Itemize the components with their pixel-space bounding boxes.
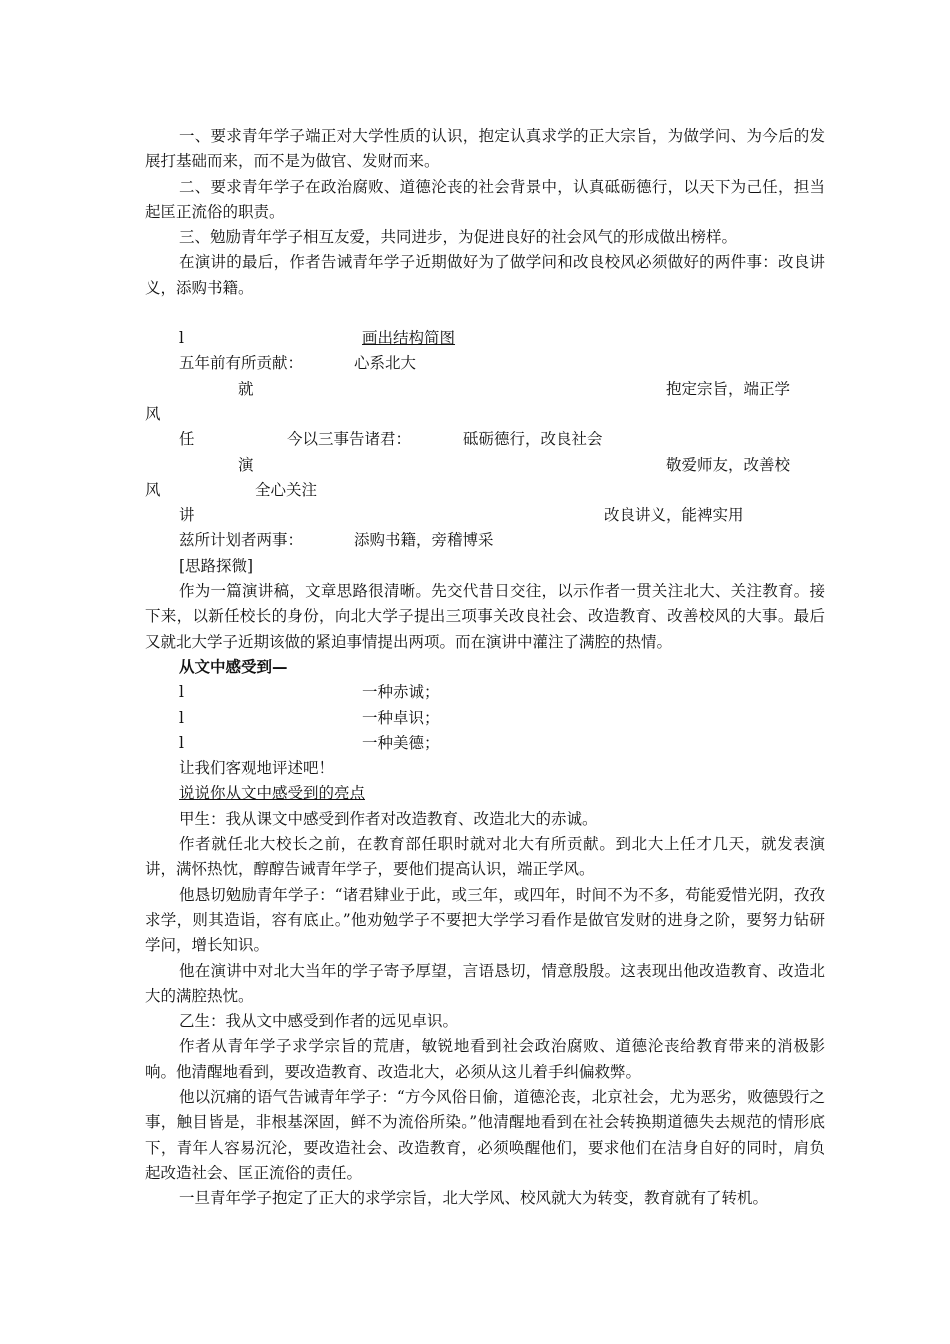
item-3b: 风 [145,480,161,499]
feeling-item-1: 一种赤诚； [362,683,440,702]
label-two: 兹所计划者两事： [179,531,304,550]
vertical-char-2: 任 [179,430,195,449]
intro-paragraph-3: 三、勉励青年学子相互友爱，共同进步，为促进良好的社会风气的形成做出榜样。 [179,228,738,247]
attention-label: 全心关注 [255,480,318,499]
body-paragraph-5: 乙生：我从文中感受到作者的远见卓识。 [179,1012,459,1031]
evaluate-subheading: 说说你从文中感受到的亮点 [179,784,366,803]
body-paragraph-3: 他恳切勉励青年学子：“诸君肄业于此，或三年，或四年，时间不为不多，苟能爱惜光阴，孜孜求学，则其造诣，容有底止。”他劝勉学子不要把大学学习看作是做官发财的进身之阶，要努力钻研学问，增长知识。 [145,885,825,955]
item-5: 添购书籍，旁稽博采 [354,531,494,550]
item-3a: 敬爱师友，改善校 [666,455,791,474]
item-1b: 风 [145,404,161,423]
body-paragraph-7: 他以沉痛的语气告诫青年学子：“方今风俗日偷，道德沦丧，北京社会，尤为恶劣，败德毁行之事，触目皆是，非根基深固，鲜不为流俗所染。”他清醒地看到在社会转换期道德失去规范的情形底下，青年人容易沉沦，要改造社会、改造教育，必须唤醒他们，要求他们在洁身自好的同时，肩负起改造社会、匡正流俗的责任。 [145,1087,825,1182]
vertical-char-1: 就 [238,379,254,398]
feeling-bullet-2: l [179,708,184,727]
feeling-bullet-3: l [179,733,184,752]
feelings-heading: 从文中感受到— [179,657,288,676]
intro-paragraph-4: 在演讲的最后，作者告诫青年学子近期做好为了做学问和改良校风必须做好的两件事：改良讲义，添购书籍。 [145,253,825,297]
body-paragraph-8: 一旦青年学子抱定了正大的求学宗旨，北大学风、校风就大为转变，教育就有了转机。 [179,1189,769,1208]
spacer [145,301,825,326]
structure-diagram [145,326,825,554]
body-paragraph-2: 作者就任北大校长之前，在教育部任职时就对北大有所贡献。到北大上任才几天，就发表演讲，满怀热忱，醇醇告诫青年学子，要他们提高认识，端正学风。 [145,835,825,879]
vertical-char-3: 演 [238,455,254,474]
evaluate-prompt: 让我们客观地评述吧！ [179,759,335,778]
label-three: 今以三事告诸君： [287,430,412,449]
body-paragraph-6: 作者从青年学子求学宗旨的荒唐，敏锐地看到社会政治腐败、道德沦丧给教育带来的消极影响。他清醒地看到，要改造教育、改造北大，必须从这儿着手纠偏救弊。 [145,1037,825,1081]
intro-paragraph-2: 二、要求青年学子在政治腐败、道德沦丧的社会背景中，认真砥砺德行，以天下为己任，担当起匡正流俗的职责。 [145,177,825,221]
item-1a: 抱定宗旨，端正学 [666,379,791,398]
label-past: 五年前有所贡献： [179,354,304,373]
past-content: 心系北大 [354,354,417,373]
thinking-paragraph: 作为一篇演讲稿，文章思路很清晰。先交代昔日交往，以示作者一贯关注北大、关注教育。接下来，以新任校长的身份，向北大学子提出三项事关改良社会、改造教育、改善校风的大事。最后又就北大学子近期该做的紧迫事情提出两项。而在演讲中灌注了满腔的热情。 [145,582,825,651]
intro-paragraph-1: 一、要求青年学子端正对大学性质的认识，抱定认真求学的正大宗旨，为做学问、为今后的发展打基础而来，而不是为做官、发财而来。 [145,127,825,171]
item-4: 改良讲义，能裨实用 [604,506,744,525]
body-paragraph-1: 甲生：我从课文中感受到作者对改造教育、改造北大的赤诚。 [179,809,598,828]
feeling-item-3: 一种美德； [362,733,440,752]
item-2: 砥砺德行，改良社会 [463,430,603,449]
thinking-heading: [思路探微] [179,556,254,575]
diagram-title: 画出结构简图 [362,329,456,348]
document-page [145,124,825,1211]
body-paragraph-4: 他在演讲中对北大当年的学子寄予厚望，言语恳切，情意殷殷。这表现出他改造教育、改造北大的满腔热忱。 [145,961,825,1005]
diagram-bullet: l [179,329,184,348]
vertical-char-4: 讲 [179,506,195,525]
feeling-bullet-1: l [179,683,184,702]
feeling-item-2: 一种卓识； [362,708,440,727]
